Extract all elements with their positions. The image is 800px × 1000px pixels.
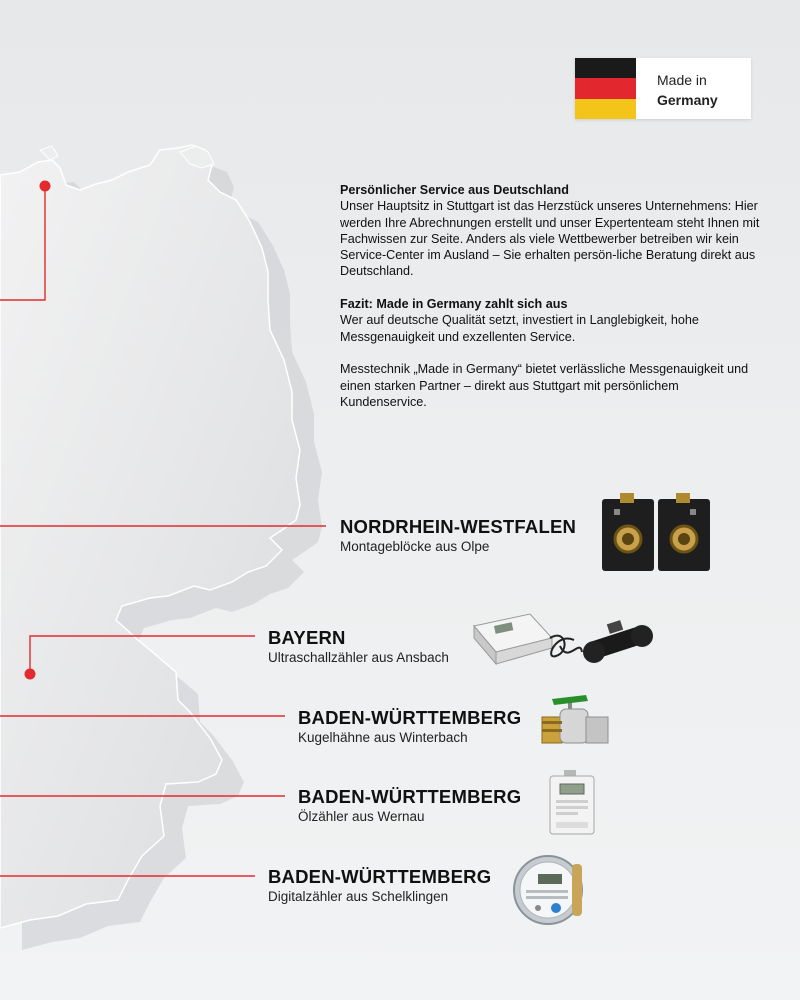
product-description: Kugelhähne aus Winterbach bbox=[298, 730, 468, 745]
region-name: BADEN-WÜRTTEMBERG bbox=[298, 707, 522, 728]
location-dot-bayern bbox=[25, 669, 36, 680]
product-description: Ölzähler aus Wernau bbox=[298, 809, 425, 824]
made-in-germany-badge bbox=[575, 58, 751, 119]
badge-text bbox=[657, 70, 718, 110]
flag-stripe-gold bbox=[575, 99, 636, 119]
location-item-bw-wernau bbox=[298, 786, 521, 826]
intro-paragraph-1 bbox=[340, 182, 760, 280]
ultrasonic-meter-image bbox=[470, 608, 658, 670]
oil-meter-image bbox=[546, 770, 600, 836]
flag-stripe-black bbox=[575, 58, 636, 78]
digital-meter-image bbox=[512, 852, 588, 928]
badge-line-2: Germany bbox=[657, 92, 718, 108]
location-item-bw-winterbach bbox=[298, 707, 521, 747]
region-name: BADEN-WÜRTTEMBERG bbox=[268, 866, 492, 887]
product-description: Montageblöcke aus Olpe bbox=[340, 539, 490, 554]
region-name: BADEN-WÜRTTEMBERG bbox=[298, 786, 522, 807]
product-description: Ultraschallzähler aus Ansbach bbox=[268, 650, 449, 665]
intro-paragraph-3 bbox=[340, 361, 760, 410]
flag-stripe-red bbox=[575, 78, 636, 98]
intro-body-2: Wer auf deutsche Qualität setzt, investiert in Langlebigkeit, hohe Messgenauigkeit und exzellenten Service. bbox=[340, 313, 699, 344]
product-description: Digitalzähler aus Schelklingen bbox=[268, 889, 449, 904]
intro-text bbox=[340, 182, 760, 426]
ball-valve-image bbox=[540, 693, 612, 749]
region-name: NORDRHEIN-WESTFALEN bbox=[340, 516, 577, 537]
map-island bbox=[40, 146, 58, 160]
location-dot-north bbox=[40, 181, 51, 192]
location-item-nrw bbox=[340, 516, 576, 556]
region-name: BAYERN bbox=[268, 627, 346, 648]
intro-heading-1: Persönlicher Service aus Deutschland bbox=[340, 183, 569, 197]
mounting-block-image bbox=[600, 493, 712, 573]
german-flag-icon bbox=[575, 58, 636, 119]
badge-line-1: Made in bbox=[657, 72, 707, 88]
intro-body-1: Unser Hauptsitz in Stuttgart ist das Herzstück unseres Unternehmens: Hier werden Ihre Abrechnungen erstellt und unser Expertenteam steht Ihnen mit Fachwissen zur Seite. Anders als viele Wettbewerber betreiben wir kein Service-Center im Ausland – Sie erhalten persön-liche Beratung direkt aus Deutschland. bbox=[340, 199, 760, 279]
location-item-bw-schelklingen bbox=[268, 866, 491, 906]
intro-heading-2: Fazit: Made in Germany zahlt sich aus bbox=[340, 297, 568, 312]
intro-paragraph-2 bbox=[340, 296, 760, 345]
intro-body-3: Messtechnik „Made in Germany“ bietet verlässliche Messgenauigkeit und einen starken Partner – direkt aus Stuttgart mit persönlichem Kundenservice. bbox=[340, 362, 749, 409]
location-item-bayern bbox=[268, 627, 449, 667]
